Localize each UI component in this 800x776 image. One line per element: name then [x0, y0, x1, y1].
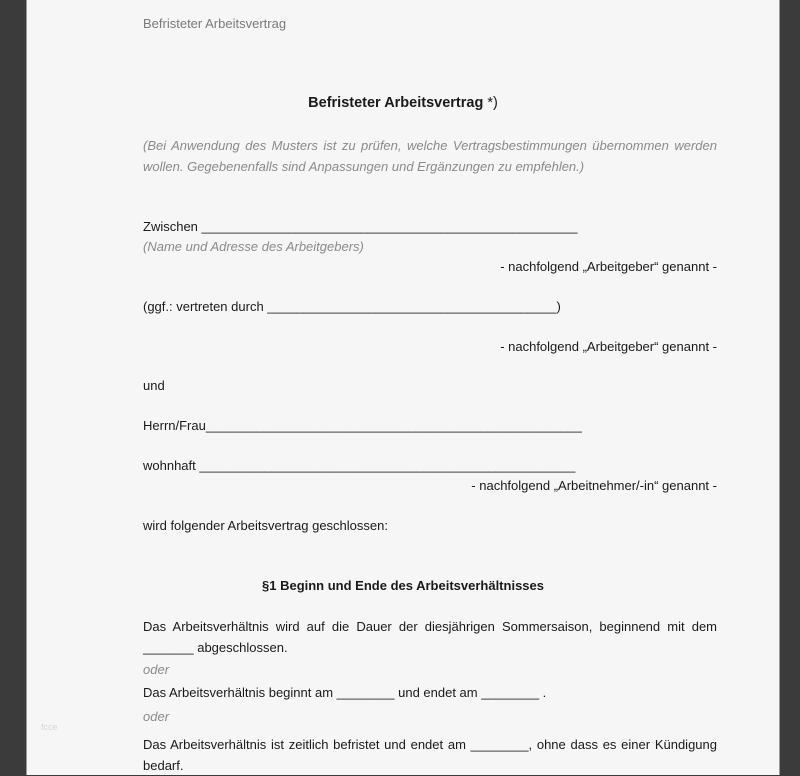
geschlossen-text: wird folgender Arbeitsvertrag geschlossen:	[143, 518, 388, 533]
paragraph-3: Das Arbeitsverhältnis ist zeitlich befristet und endet am ________, ohne dass es einer Kündigung bedarf.	[143, 737, 717, 773]
nachfolgend-arbeitnehmer: - nachfolgend „Arbeitnehmer/-in“ genannt -	[471, 478, 717, 493]
nachfolgend-arbeitgeber-2: - nachfolgend „Arbeitgeber“ genannt -	[500, 339, 717, 354]
title-text: Befristeter Arbeitsvertrag	[308, 95, 484, 111]
title-footnote-mark: *)	[487, 95, 498, 111]
document-page	[26, 0, 780, 775]
vertreten-line: (ggf.: vertreten durch ________________________________________)	[143, 299, 561, 314]
section-1-title: §1 Beginn und Ende des Arbeitsverhältnisses	[262, 578, 544, 593]
nachfolgend-arbeitgeber-1: - nachfolgend „Arbeitgeber“ genannt -	[500, 259, 717, 274]
oder-1: oder	[143, 662, 170, 677]
zwischen-line: Zwischen ____________________________________________________	[143, 219, 578, 234]
paragraph-1: Das Arbeitsverhältnis wird auf die Dauer der diesjährigen Sommersaison, beginnend mit dem _______ abgeschlossen.	[143, 619, 717, 655]
document-title	[27, 95, 779, 111]
wohnhaft-line: wohnhaft ____________________________________________________	[143, 458, 576, 473]
watermark: fcce	[41, 722, 58, 732]
arbeitgeber-hint: (Name und Adresse des Arbeitgebers)	[143, 239, 364, 254]
und-text: und	[143, 378, 165, 393]
usage-note: (Bei Anwendung des Musters ist zu prüfen, welche Vertragsbestimmungen übernommen werden wollen. Gegebenenfalls sind Anpassungen und Ergänzungen zu empfehlen.)	[143, 138, 717, 174]
oder-2: oder	[143, 709, 170, 724]
herr-frau-line: Herrn/Frau____________________________________________________	[143, 418, 582, 433]
paragraph-2: Das Arbeitsverhältnis beginnt am ________ und endet am ________ .	[143, 685, 547, 700]
page-header: Befristeter Arbeitsvertrag	[143, 16, 287, 31]
